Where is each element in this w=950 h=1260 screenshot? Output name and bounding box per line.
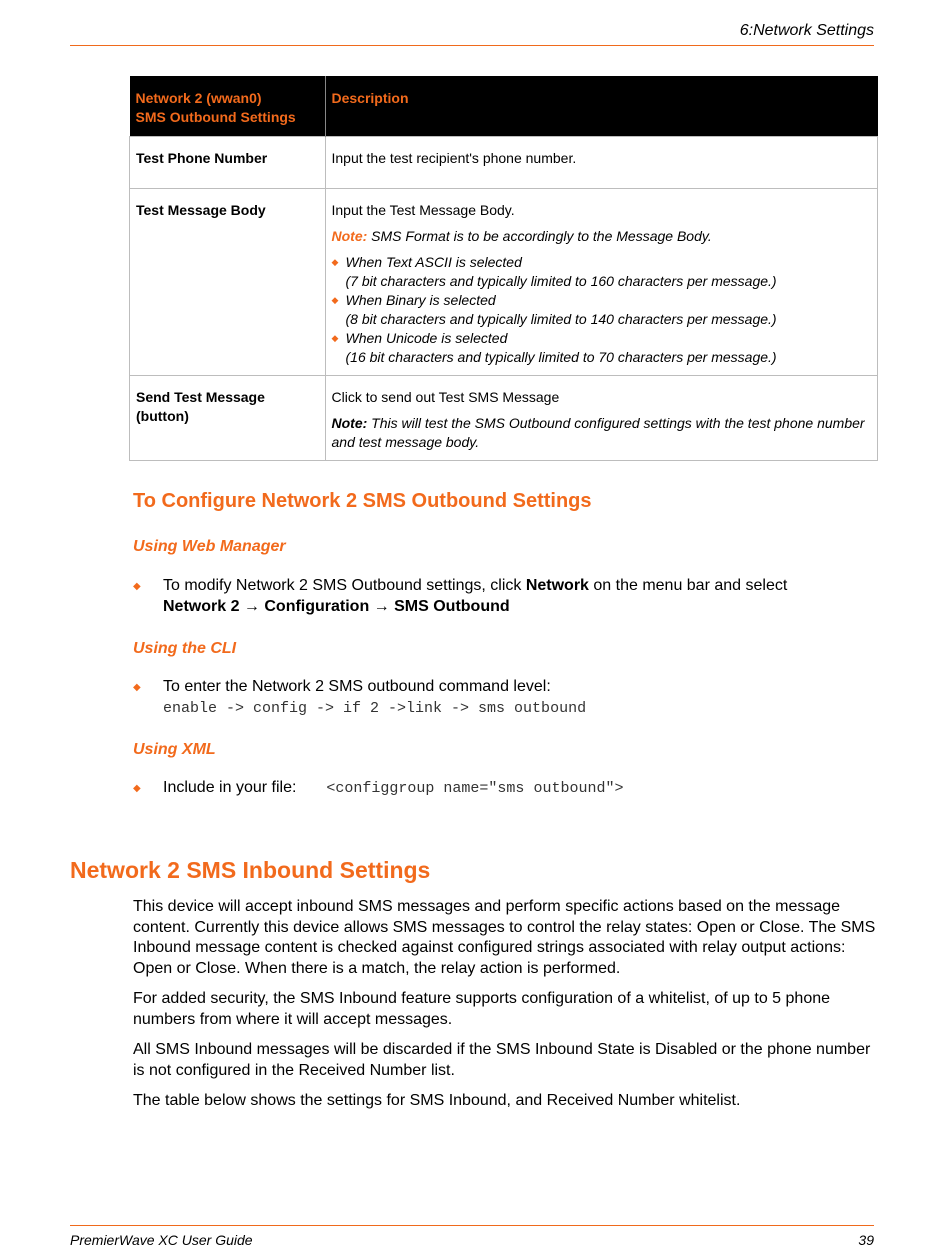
paragraph: All SMS Inbound messages will be discarded if the SMS Inbound State is Disabled or the phone number is not configured in the Received Number list. [133, 1041, 871, 1079]
setting-name: Send Test Message (button) [130, 376, 326, 461]
table-row [130, 189, 878, 376]
setting-name: Test Message Body [130, 189, 326, 376]
column-header-description: Description [325, 76, 878, 137]
cli-command: enable -> config -> if 2 ->link -> sms outbound [163, 700, 587, 717]
guide-title: PremierWave XC User Guide [70, 1232, 253, 1248]
table-row [130, 137, 878, 189]
inbound-body [133, 897, 878, 1122]
chapter-title: 6:Network Settings [739, 22, 874, 39]
web-manager-heading: Using Web Manager [133, 538, 286, 555]
diamond-bullet-icon: ◆ [331, 295, 339, 305]
note [332, 227, 872, 246]
note-text: SMS Format is to be accordingly to the Message Body. [367, 228, 712, 244]
diamond-bullet-icon: ◆ [331, 333, 339, 343]
setting-description [325, 189, 878, 376]
diamond-bullet-icon: ◆ [133, 682, 141, 693]
diamond-bullet-icon: ◆ [331, 257, 339, 267]
sms-outbound-settings-table [129, 76, 878, 461]
page-header [70, 22, 874, 46]
table-header-row [130, 76, 878, 137]
page-number: 39 [858, 1232, 874, 1248]
setting-description: Input the test recipient's phone number. [325, 137, 878, 189]
note-label: Note: [331, 415, 368, 431]
note-text: This will test the SMS Outbound configured settings with the test phone number and test message body. [331, 415, 865, 450]
web-manager-instruction: ◆ To modify Network 2 SMS Outbound settings, click Network on the menu bar and select Network 2 → Configuration → SMS Outbound [133, 577, 788, 615]
format-list [332, 253, 872, 367]
description-text: Input the Test Message Body. [331, 202, 515, 218]
page-footer [70, 1225, 874, 1248]
paragraph: For added security, the SMS Inbound feature supports configuration of a whitelist, of up to 5 phone numbers from where it will accept messages. [133, 990, 831, 1028]
xml-instruction: ◆ Include in your file: <configgroup name="sms outbound"> [133, 779, 624, 797]
setting-name: Test Phone Number [130, 137, 326, 189]
inbound-section-title: Network 2 SMS Inbound Settings [70, 857, 431, 883]
description-text: Click to send out Test SMS Message [331, 389, 560, 405]
paragraph: The table below shows the settings for SMS Inbound, and Received Number whitelist. [133, 1092, 741, 1109]
list-item: ◆ When Text ASCII is selected (7 bit characters and typically limited to 160 characters per message.) [331, 254, 777, 289]
list-item: ◆ When Binary is selected (8 bit characters and typically limited to 140 characters per message.) [331, 292, 777, 327]
paragraph: This device will accept inbound SMS messages and perform specific actions based on the message content. Currently this device allows SMS messages to control the relay states: Open or Close. The SMS Inbound message content is checked against configured strings associated with relay output actions: Open or Close. When there is a match, the relay action is performed. [133, 898, 876, 977]
xml-code: <configgroup name="sms outbound"> [326, 780, 624, 797]
cli-instruction: ◆ To enter the Network 2 SMS outbound command level: enable -> config -> if 2 ->link -> sms outbound [133, 678, 587, 717]
diamond-bullet-icon: ◆ [133, 783, 141, 794]
note [332, 414, 872, 452]
setting-description [325, 376, 878, 461]
configure-section-title: To Configure Network 2 SMS Outbound Settings [133, 490, 592, 512]
note-label: Note: [331, 228, 368, 244]
list-item: ◆ When Unicode is selected (16 bit characters and typically limited to 70 characters per message.) [331, 330, 777, 365]
table-row [130, 376, 878, 461]
column-header-settings: Network 2 (wwan0) SMS Outbound Settings [130, 76, 326, 137]
diamond-bullet-icon: ◆ [133, 581, 141, 592]
xml-heading: Using XML [133, 741, 216, 758]
cli-heading: Using the CLI [133, 640, 237, 657]
